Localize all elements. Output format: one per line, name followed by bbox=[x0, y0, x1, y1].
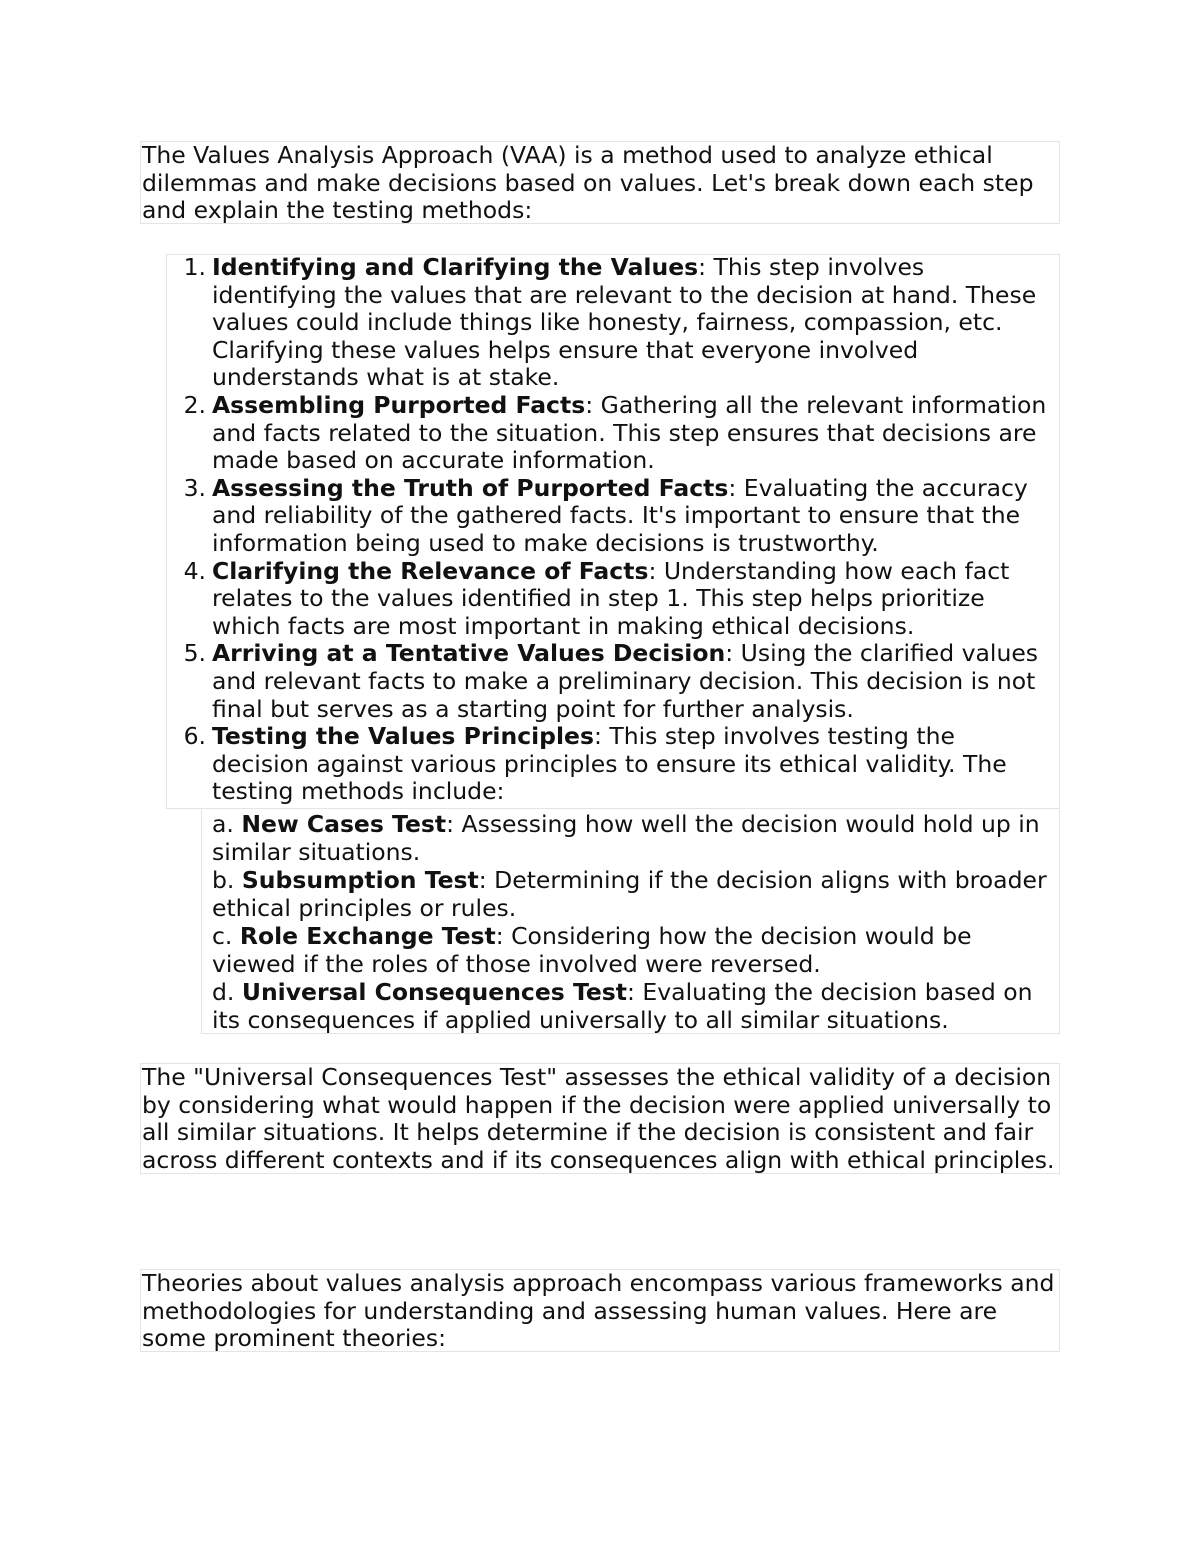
test-item bbox=[212, 810, 1047, 866]
step-text-line: decision against various principles to ensure its ethical validity. The bbox=[212, 749, 1007, 778]
test-term: Subsumption Test bbox=[241, 866, 479, 894]
step-number: 5. bbox=[183, 639, 206, 668]
step-text-line: and reliability of the gathered facts. It's important to ensure that the bbox=[212, 501, 1021, 530]
step-text-line: made based on accurate information. bbox=[212, 446, 655, 475]
universal-line: The "Universal Consequences Test" assesses the ethical validity of a decision bbox=[142, 1063, 1052, 1091]
step-text-line: final but serves as a starting point for further analysis. bbox=[212, 694, 854, 723]
step-item bbox=[166, 558, 1046, 641]
step-term: Assessing the Truth of Purported Facts bbox=[212, 473, 729, 502]
test-text: : Determining if the decision aligns with broader bbox=[478, 866, 1047, 894]
step-term: Clarifying the Relevance of Facts bbox=[212, 556, 649, 585]
theories-paragraph bbox=[142, 1270, 1059, 1353]
test-letter: d. bbox=[212, 978, 242, 1006]
step-text: : Evaluating the accuracy bbox=[728, 473, 1028, 502]
test-text-line: similar situations. bbox=[212, 838, 421, 866]
step-text-line: values could include things like honesty, fairness, compassion, etc. bbox=[212, 308, 1003, 337]
step-term: Testing the Values Principles bbox=[212, 722, 594, 751]
test-text-line: its consequences if applied universally to all similar situations. bbox=[212, 1006, 949, 1034]
step-text-line: Clarifying these values helps ensure that everyone involved bbox=[212, 335, 919, 364]
step-number: 2. bbox=[183, 390, 206, 419]
step-text: : Using the clarified values bbox=[725, 639, 1039, 668]
test-item bbox=[212, 922, 1047, 978]
test-letter: b. bbox=[212, 866, 242, 894]
theories-line: some prominent theories: bbox=[142, 1324, 446, 1353]
step-text: : Understanding how each fact bbox=[648, 556, 1010, 585]
test-term: Role Exchange Test bbox=[239, 922, 496, 950]
step-term: Arriving at a Tentative Values Decision bbox=[212, 639, 726, 668]
test-term: Universal Consequences Test bbox=[241, 978, 628, 1006]
test-letter: c. bbox=[212, 922, 240, 950]
step-term: Assembling Purported Facts bbox=[212, 390, 586, 419]
step-item bbox=[166, 475, 1046, 558]
test-text-line: viewed if the roles of those involved were reversed. bbox=[212, 950, 821, 978]
tests-list bbox=[212, 810, 1047, 1034]
test-text-line: ethical principles or rules. bbox=[212, 894, 517, 922]
universal-line: all similar situations. It helps determine if the decision is consistent and fair bbox=[142, 1118, 1034, 1147]
intro-line: The Values Analysis Approach (VAA) is a method used to analyze ethical bbox=[142, 141, 993, 169]
step-text-line: and relevant facts to make a preliminary decision. This decision is not bbox=[212, 666, 1036, 695]
test-item bbox=[212, 978, 1047, 1034]
universal-test-paragraph-box bbox=[140, 1063, 1060, 1174]
step-number: 3. bbox=[183, 473, 206, 502]
test-text: : Evaluating the decision based on bbox=[627, 978, 1033, 1006]
step-text-line: testing methods include: bbox=[212, 777, 505, 806]
step-number: 6. bbox=[183, 722, 206, 751]
step-item bbox=[166, 640, 1046, 723]
theories-line: Theories about values analysis approach encompass various frameworks and bbox=[142, 1269, 1055, 1297]
universal-line: by considering what would happen if the decision were applied universally to bbox=[142, 1090, 1052, 1119]
test-letter: a. bbox=[212, 810, 242, 838]
test-text: : Considering how the decision would be bbox=[495, 922, 972, 950]
step-term: Identifying and Clarifying the Values bbox=[212, 253, 699, 281]
test-text: : Assessing how well the decision would hold up in bbox=[446, 810, 1040, 838]
intro-line: and explain the testing methods: bbox=[142, 196, 533, 225]
step-text-line: understands what is at stake. bbox=[212, 363, 560, 392]
step-text-line: identifying the values that are relevant to the decision at hand. These bbox=[212, 280, 1037, 309]
step-text: : This step involves testing the bbox=[593, 722, 955, 751]
steps-list bbox=[166, 254, 1046, 806]
theories-paragraph-box bbox=[140, 1269, 1060, 1352]
step-text: : Gathering all the relevant information bbox=[585, 390, 1047, 419]
step-item bbox=[166, 723, 1046, 806]
step-text-line: and facts related to the situation. This step ensures that decisions are bbox=[212, 418, 1037, 447]
intro-line: dilemmas and make decisions based on values. Let's break down each step bbox=[142, 168, 1034, 197]
step-text: : This step involves bbox=[698, 253, 925, 281]
universal-line: across different contexts and if its consequences align with ethical principles. bbox=[142, 1145, 1055, 1174]
intro-paragraph bbox=[142, 142, 1059, 225]
step-item bbox=[166, 392, 1046, 475]
test-item bbox=[212, 866, 1047, 922]
universal-test-paragraph bbox=[142, 1064, 1059, 1174]
step-item bbox=[166, 254, 1046, 392]
theories-line: methodologies for understanding and assessing human values. Here are bbox=[142, 1296, 998, 1325]
intro-paragraph-box bbox=[140, 141, 1060, 224]
step-number: 1. bbox=[183, 253, 206, 281]
step-text-line: information being used to make decisions is trustworthy. bbox=[212, 528, 879, 557]
step-number: 4. bbox=[183, 556, 206, 585]
step-text-line: which facts are most important in making ethical decisions. bbox=[212, 611, 915, 640]
test-term: New Cases Test bbox=[241, 810, 447, 838]
step-text-line: relates to the values identified in step 1. This step helps prioritize bbox=[212, 584, 985, 613]
